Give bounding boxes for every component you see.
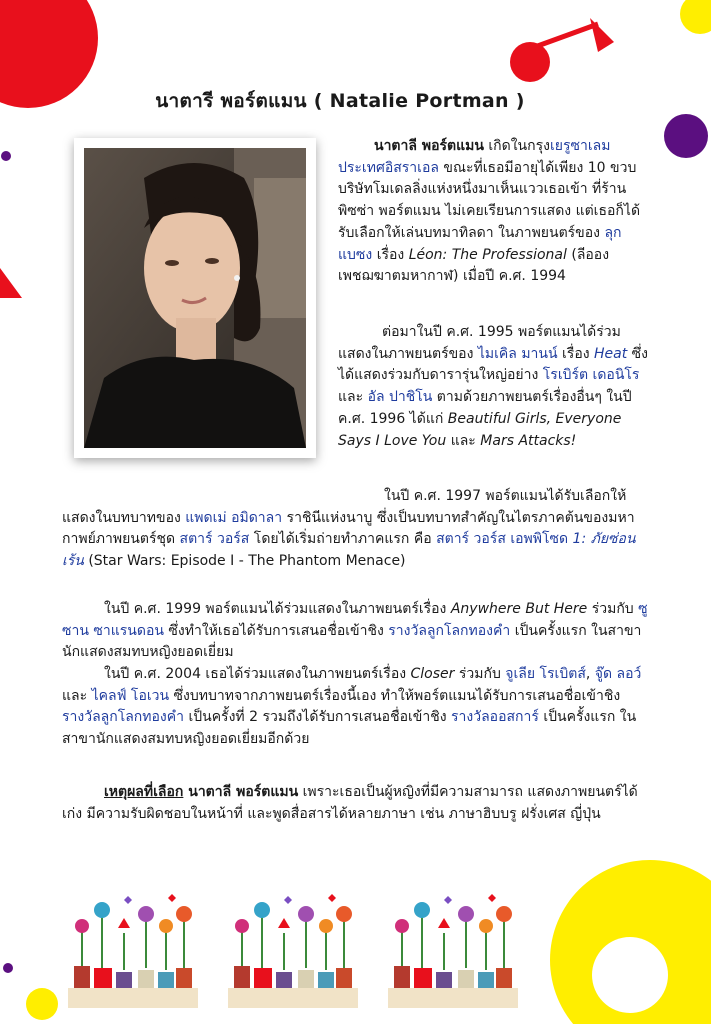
link-luc-besson[interactable]: ลุก แบซง	[338, 224, 622, 263]
portrait-photo	[84, 148, 306, 448]
film-mars-attacks: Mars Attacks!	[480, 432, 577, 449]
film-closer: Closer	[410, 666, 455, 682]
reason-subject: นาตาลี พอร์ตแมน	[183, 784, 299, 800]
paragraph-1995: ต่อมาในปี ค.ศ. 1995 พอร์ตแมนได้ร่วมแสดงในภาพยนตร์ของ ไมเคิล มานน์ เรื่อง Heat ซึ่งได้แสดงร่วมกับดารารุ่นใหญ่อย่าง โรเบิร์ต เดอนิโร และ อัล ปาชิโน ตามด้วยภาพยนตร์เรื่องอื่นๆ ในปี ค.ศ. 1996 ได้แก่ Beautiful Girls, Everyone Says I Love You และ Mars Attacks!	[338, 324, 649, 449]
film-list-1996: Beautiful Girls, Everyone Says I Love You	[338, 410, 622, 449]
yellow-dot-bottom-left	[26, 988, 58, 1020]
flower-pots-illustration-2	[228, 888, 358, 1008]
purple-dot-bottom-left	[3, 963, 13, 973]
link-jude-law[interactable]: จู๊ด ลอว์	[594, 666, 642, 682]
link-israel[interactable]: ประเทศอิสราเอล	[338, 159, 439, 176]
link-al-pacino[interactable]: อัล ปาชิโน	[367, 389, 433, 406]
film-anywhere-but-here: Anywhere But Here	[450, 601, 588, 617]
paragraph-intro: นาตาลี พอร์ตแมน เกิดในกรุงเยรูซาเลม ประเทศอิสราเอล ขณะที่เธอมีอายุได้เพียง 10 ขวบ บริษัทโมเดลลิ่งแห่งหนึ่งมาเห็นแววเธอเข้า ที่ร้านพิซซ่า พอร์ตแมน ไม่เคยเรียนการแสดง แต่เธอก็ได้รับเลือกให้เล่นบทมาทิลดา ในภาพยนตร์ของ ลุก แบซง เรื่อง Léon: The Professional (ลีออง เพชฌฆาตมหากาฬ) เมื่อปี ค.ศ. 1994	[338, 138, 641, 285]
red-triangle-left	[0, 268, 22, 298]
flower-pots-icon	[228, 888, 358, 1008]
purple-circle-right	[664, 114, 708, 158]
red-line-top-right	[532, 24, 598, 48]
link-episode-1[interactable]: สตาร์ วอร์ส เอพพิโซด 1: ภัยซ่อนเร้น	[62, 531, 636, 570]
red-circle-top-right	[510, 42, 550, 82]
page-title: นาตารี พอร์ตแมน ( Natalie Portman )	[155, 90, 525, 112]
paragraph-1999: ในปี ค.ศ. 1999 พอร์ตแมนได้ร่วมแสดงในภาพยนตร์เรื่อง Anywhere But Here ร่วมกับ ซูซาน ซาแรนดอน ซึ่งทำให้เธอได้รับการเสนอชื่อเข้าชิง รางวัลลูกโลกทองคำ เป็นครั้งแรก ในสาขานักแสดงสมทบหญิงยอดเยี่ยม	[62, 601, 648, 661]
yellow-ring-inner	[592, 937, 668, 1013]
paragraph-reason: เหตุผลที่เลือก นาตาลี พอร์ตแมน เพราะเธอเป็นผู้หญิงที่มีความสามารถ แสดงภาพยนตร์ได้เก่ง มีความรับผิดชอบในหน้าที่ และพูดสื่อสารได้หลายภาษา เช่น ภาษาฮิบบรู ฝรั่งเศส ญี่ปุ่น	[62, 784, 638, 822]
paragraph-1997: ในปี ค.ศ. 1997 พอร์ตแมนได้รับเลือกให้แสดงในบทบาทของ แพดเม่ อมิดาลา ราชินีแห่งนาบู ซึ่งเป็นบทบาทสำคัญในไตรภาคต้นของมหากาพย์ภาพยนตร์ชุด สตาร์ วอร์ส โดยได้เริ่มถ่ายทำภาคแรก คือ สตาร์ วอร์ส เอพพิโซด 1: ภัยซ่อนเร้น (Star Wars: Episode I - The Phantom Menace)	[62, 488, 636, 570]
flower-pots-illustration-1	[68, 888, 198, 1008]
paragraph-2004: ในปี ค.ศ. 2004 เธอได้ร่วมแสดงในภาพยนตร์เรื่อง Closer ร่วมกับ จูเลีย โรเบิตส์, จู๊ด ลอว์ และ ไคลฟ์ โอเวน ซึ่งบทบาทจากภาพยนตร์เรื่องนี้เอง ทำให้พอร์ตแมนได้รับการเสนอชื่อเข้าชิง รางวัลลูกโลกทองคำ เป็นครั้งที่ 2 รวมถึงได้รับการเสนอชื่อเข้าชิง รางวัลออสการ์ เป็นครั้งแรก ในสาขานักแสดงสมทบหญิงยอดเยี่ยมอีกด้วย	[62, 666, 642, 748]
photo-frame	[74, 138, 316, 458]
flower-pots-icon	[388, 888, 518, 1008]
portrait-illustration	[84, 148, 306, 448]
yellow-circle-top-right	[680, 0, 711, 34]
subject-name: นาตาลี พอร์ตแมน	[374, 138, 484, 154]
link-golden-globe-2[interactable]: รางวัลลูกโลกทองคำ	[62, 709, 184, 726]
reason-label: เหตุผลที่เลือก	[104, 784, 184, 800]
link-michael-mann[interactable]: ไมเคิล มานน์	[477, 345, 558, 362]
purple-dot-left	[1, 151, 11, 161]
flower-pots-illustration-3	[388, 888, 518, 1008]
flower-pots-icon	[68, 888, 198, 1008]
link-susan-sarandon[interactable]: ซูซาน ซาแรนดอน	[62, 601, 648, 639]
link-robert-de-niro[interactable]: โรเบิร์ต เดอนิโร	[542, 367, 640, 384]
link-padme-amidala[interactable]: แพดเม่ อมิดาลา	[185, 509, 283, 526]
film-leon: Léon: The Professional	[408, 246, 567, 263]
link-julia-roberts[interactable]: จูเลีย โรเบิตส์	[505, 666, 586, 682]
link-oscar[interactable]: รางวัลออสการ์	[451, 709, 539, 726]
link-star-wars[interactable]: สตาร์ วอร์ส	[179, 531, 250, 548]
link-golden-globe[interactable]: รางวัลลูกโลกทองคำ	[388, 622, 511, 639]
link-jerusalem[interactable]: เยรูซาเลม	[549, 138, 611, 154]
red-triangle-top-right	[590, 18, 614, 52]
link-heat[interactable]: Heat	[594, 345, 628, 362]
link-clive-owen[interactable]: ไคลฟ์ โอเวน	[91, 687, 170, 704]
